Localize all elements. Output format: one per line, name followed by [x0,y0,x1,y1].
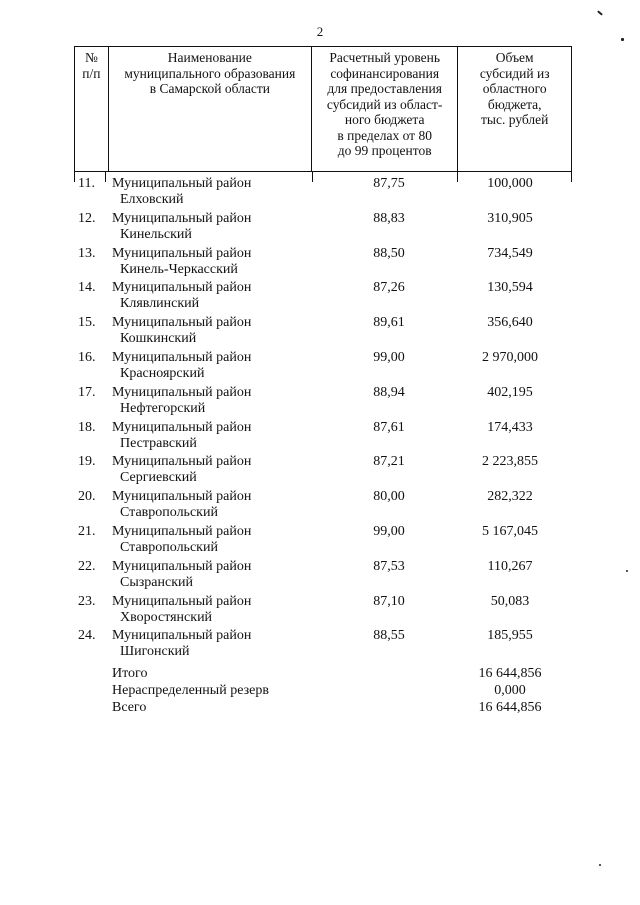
header-text-line: ного бюджета [344,112,425,127]
cofinancing-rate: 89,61 [373,315,405,331]
table-row [74,559,572,594]
row-number: 15. [78,315,96,331]
table-row [74,489,572,524]
header-text-line: в Самарской области [149,81,270,96]
scan-speck [621,38,624,41]
name-line-1: Муниципальный район [112,210,252,226]
table-row [74,454,572,489]
grand-total-row [74,699,572,716]
header-subsidy-cell [458,47,572,172]
header-text-line: Объем [495,50,534,65]
cofinancing-rate: 87,53 [373,558,405,574]
row-number: 22. [78,558,96,574]
page-number: 2 [316,24,324,39]
header-text-line: до 99 процентов [337,143,432,158]
cofinancing-rate: 87,61 [373,419,405,435]
table-row [74,385,572,420]
name-line-1: Муниципальный район [112,558,252,574]
name-line-1: Муниципальный район [112,454,252,470]
name-line-2: Красноярский [120,365,205,381]
municipality-name [112,280,312,312]
name-line-1: Муниципальный район [112,523,252,539]
table-row [74,315,572,350]
table-header [74,46,572,172]
table-row [74,420,572,455]
header-text-line: субсидий из [479,65,550,81]
cofinancing-rate: 99,00 [373,523,405,539]
name-line-1: Муниципальный район [112,315,252,331]
subsidy-amount: 130,594 [487,280,533,296]
header-text-line: муниципального образования [124,65,296,81]
name-line-2: Кинельский [120,226,192,242]
table-row [74,176,572,211]
header-text-line: № [84,50,98,65]
name-line-1: Муниципальный район [112,384,252,400]
header-text-line: Расчетный уровень [329,50,441,65]
row-number: 13. [78,245,96,261]
name-line-2: Шигонский [120,644,190,660]
cofinancing-rate: 87,26 [373,280,405,296]
subsidy-amount: 734,549 [487,245,533,261]
row-number: 23. [78,593,96,609]
row-number: 14. [78,280,96,296]
name-line-2: Нефтегорский [120,400,206,416]
subsidy-amount: 185,955 [487,628,533,644]
subsidy-amount: 100,000 [487,176,533,191]
name-line-2: Сызранский [120,574,193,590]
row-number: 11. [78,176,95,191]
total-row [74,665,572,682]
scan-speck [597,10,603,15]
subsidy-amount: 110,267 [487,558,533,574]
subsidy-amount: 5 167,045 [482,523,538,539]
name-line-1: Муниципальный район [112,593,252,609]
subsidy-amount: 2 223,855 [482,454,538,470]
municipality-name [112,176,312,208]
municipality-name [112,628,312,660]
row-number: 17. [78,384,96,400]
scan-speck [599,864,601,866]
name-line-1: Муниципальный район [112,419,252,435]
cofinancing-rate: 87,21 [373,454,405,470]
cofinancing-rate: 99,00 [373,349,405,365]
name-line-2: Ставропольский [120,539,218,555]
subsidy-amount: 2 970,000 [482,349,538,365]
municipality-name [112,385,312,417]
row-number: 12. [78,210,96,226]
municipality-name [112,315,312,347]
header-text-line: субсидий из област- [326,96,443,112]
header-text-line: софинансирования [330,65,440,81]
name-line-1: Муниципальный район [112,349,252,365]
table-row [74,594,572,629]
reserve-row [74,682,572,699]
reserve-value: 0,000 [494,683,526,698]
table-row [74,350,572,385]
header-text-line: тыс. рублей [481,112,549,127]
table-row [74,524,572,559]
name-line-2: Ставропольский [120,505,218,521]
row-number: 24. [78,628,96,644]
header-name-cell [108,47,311,172]
total-value: 16 644,856 [478,666,542,681]
row-number: 19. [78,454,96,470]
header-number-cell [75,47,109,172]
name-line-1: Муниципальный район [112,489,252,505]
table-row [74,280,572,315]
subsidy-amount: 282,322 [487,489,533,505]
cofinancing-rate: 88,83 [373,210,405,226]
municipality-name [112,246,312,278]
cofinancing-rate: 80,00 [373,489,405,505]
name-line-2: Елховский [120,192,184,207]
municipality-name [112,524,312,556]
subsidy-amount: 402,195 [487,384,533,400]
municipality-name [112,489,312,521]
name-line-2: Клявлинский [120,296,200,312]
cofinancing-rate: 88,50 [373,245,405,261]
grand-total-label: Всего [112,700,147,715]
subsidy-amount: 310,905 [487,210,533,226]
row-number: 20. [78,489,96,505]
row-number: 21. [78,523,96,539]
municipality-name [112,454,312,486]
header-text-line: для предоставления [327,81,442,96]
cofinancing-rate: 87,10 [373,593,405,609]
table-row [74,246,572,281]
row-number: 16. [78,349,96,365]
header-text-line: бюджета, [487,96,542,112]
row-number: 18. [78,419,96,435]
table-row [74,211,572,246]
grand-total-value: 16 644,856 [478,700,542,715]
totals-block [74,665,572,716]
name-line-2: Хворостянский [120,609,213,625]
municipality-name [112,211,312,243]
cofinancing-rate: 88,94 [373,384,405,400]
name-line-1: Муниципальный район [112,280,252,296]
table-body [74,176,572,663]
reserve-label: Нераспределенный резерв [112,683,269,698]
name-line-1: Муниципальный район [112,245,252,261]
cofinancing-rate: 87,75 [373,176,405,191]
header-text-line: областного [482,81,547,96]
name-line-2: Кошкинский [120,331,197,347]
total-label: Итого [112,666,148,681]
header-text-line: в пределах от 80 [337,127,432,143]
municipality-name [112,559,312,591]
municipality-name [112,350,312,382]
header-text-line: Наименование [167,50,252,65]
table-row [74,628,572,663]
subsidy-amount: 50,083 [490,593,530,609]
cofinancing-rate: 88,55 [373,628,405,644]
header-rate-cell [311,47,457,172]
name-line-1: Муниципальный район [112,628,252,644]
subsidy-amount: 356,640 [487,315,533,331]
name-line-2: Кинель-Черкасский [120,261,238,277]
name-line-2: Пестравский [120,435,197,451]
name-line-2: Сергиевский [120,470,197,486]
header-text-line: п/п [82,65,101,81]
scan-speck [626,570,628,572]
municipality-name [112,594,312,626]
subsidy-amount: 174,433 [487,419,533,435]
name-line-1: Муниципальный район [112,176,252,191]
municipality-name [112,420,312,452]
